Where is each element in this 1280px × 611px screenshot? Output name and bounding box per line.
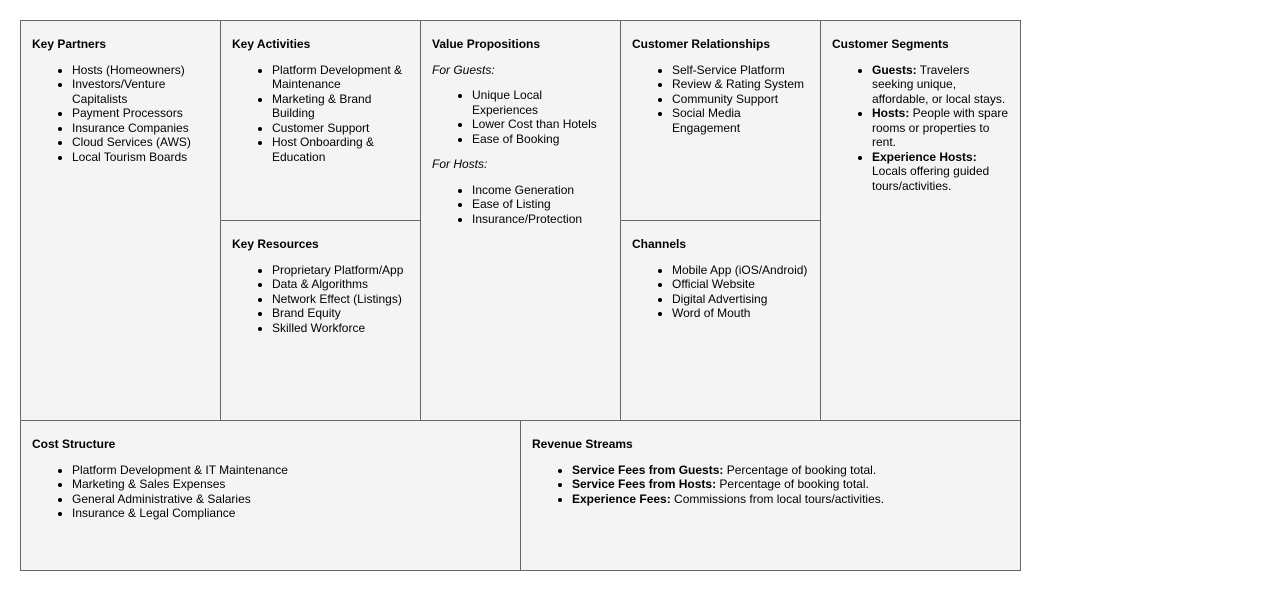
item-description: Locals offering guided tours/activities. — [872, 164, 990, 193]
list-item: • Mobile App (iOS/Android) — [672, 263, 809, 278]
list-item: • Ease of Booking — [472, 132, 609, 147]
list-item: • Word of Mouth — [672, 306, 809, 321]
key-activities-block — [220, 20, 421, 221]
list-item: • Investors/Venture Capitalists — [72, 77, 209, 106]
list-item: • Hosts (Homeowners) — [72, 63, 209, 78]
list-item: • Official Website — [672, 277, 809, 292]
channels-list — [632, 263, 809, 321]
item-description: Percentage of booking total. — [723, 462, 877, 477]
revenue-streams-title: Revenue Streams — [532, 437, 633, 451]
list-item: • Social Media Engagement — [672, 106, 809, 135]
key-partners-title: Key Partners — [32, 37, 107, 51]
key-activities-title: Key Activities — [232, 37, 311, 51]
channels-block — [620, 220, 821, 421]
list-item: • Unique Local Experiences — [472, 88, 609, 117]
for-hosts-label: For Hosts: — [432, 157, 488, 171]
guests-value-list — [432, 88, 609, 146]
cost-structure-block — [20, 420, 521, 571]
item-label: Service Fees from Guests: — [572, 462, 724, 477]
list-item: • Insurance Companies — [72, 121, 209, 136]
list-item: • Marketing & Sales Expenses — [72, 477, 509, 492]
item-description: Travelers seeking unique, affordable, or local stays. — [872, 62, 1006, 106]
list-item: • Review & Rating System — [672, 77, 809, 92]
list-item: • Customer Support — [272, 121, 409, 136]
key-resources-block — [220, 220, 421, 421]
list-item: • Cloud Services (AWS) — [72, 135, 209, 150]
list-item — [572, 492, 1009, 507]
item-label: Hosts: — [872, 106, 910, 120]
list-item: • Ease of Listing — [472, 197, 609, 212]
list-item: • General Administrative & Salaries — [72, 492, 509, 507]
list-item: • Network Effect (Listings) — [272, 292, 409, 307]
list-item: • Skilled Workforce — [272, 321, 409, 336]
list-item — [872, 63, 1009, 107]
value-propositions-title: Value Propositions — [432, 37, 541, 51]
hosts-value-list — [432, 183, 609, 227]
list-item: • Data & Algorithms — [272, 277, 409, 292]
item-description: People with spare rooms or properties to rent. — [872, 106, 1009, 149]
item-label: Experience Hosts: — [872, 149, 977, 164]
customer-relationships-block — [620, 20, 821, 221]
key-resources-list — [232, 263, 409, 336]
key-activities-list — [232, 63, 409, 165]
revenue-streams-list — [532, 463, 1009, 507]
customer-segments-list — [832, 63, 1009, 194]
item-description: Commissions from local tours/activities. — [670, 491, 885, 506]
channels-title: Channels — [632, 237, 687, 251]
key-partners-block — [20, 20, 221, 421]
list-item: • Brand Equity — [272, 306, 409, 321]
item-label: Experience Fees: — [572, 491, 671, 506]
list-item: • Insurance & Legal Compliance — [72, 506, 509, 521]
list-item: • Self-Service Platform — [672, 63, 809, 78]
list-item: • Host Onboarding & Education — [272, 135, 409, 164]
list-item: • Digital Advertising — [672, 292, 809, 307]
list-item: • Local Tourism Boards — [72, 150, 209, 165]
list-item — [872, 150, 1009, 194]
key-partners-list — [32, 63, 209, 165]
list-item: • Proprietary Platform/App — [272, 263, 409, 278]
list-item: • Marketing & Brand Building — [272, 92, 409, 121]
list-item — [572, 477, 1009, 492]
list-item: • Insurance/Protection — [472, 212, 609, 227]
customer-segments-title: Customer Segments — [832, 37, 949, 51]
list-item: • Platform Development & Maintenance — [272, 63, 409, 92]
list-item — [872, 106, 1009, 150]
list-item: • Community Support — [672, 92, 809, 107]
cost-structure-title: Cost Structure — [32, 437, 116, 451]
item-label: Service Fees from Hosts: — [572, 477, 717, 491]
list-item: • Income Generation — [472, 183, 609, 198]
key-resources-title: Key Resources — [232, 237, 319, 251]
item-label: Guests: — [872, 62, 917, 77]
value-propositions-block — [420, 20, 621, 421]
list-item — [572, 463, 1009, 478]
revenue-streams-block — [520, 420, 1021, 571]
customer-segments-block — [820, 20, 1021, 421]
customer-relationships-list — [632, 63, 809, 136]
cost-structure-list — [32, 463, 509, 521]
list-item: • Platform Development & IT Maintenance — [72, 463, 509, 478]
customer-relationships-title: Customer Relationships — [632, 37, 771, 51]
for-guests-label: For Guests: — [432, 62, 495, 77]
list-item: • Payment Processors — [72, 106, 209, 121]
item-description: Percentage of booking total. — [716, 477, 869, 491]
list-item: • Lower Cost than Hotels — [472, 117, 609, 132]
